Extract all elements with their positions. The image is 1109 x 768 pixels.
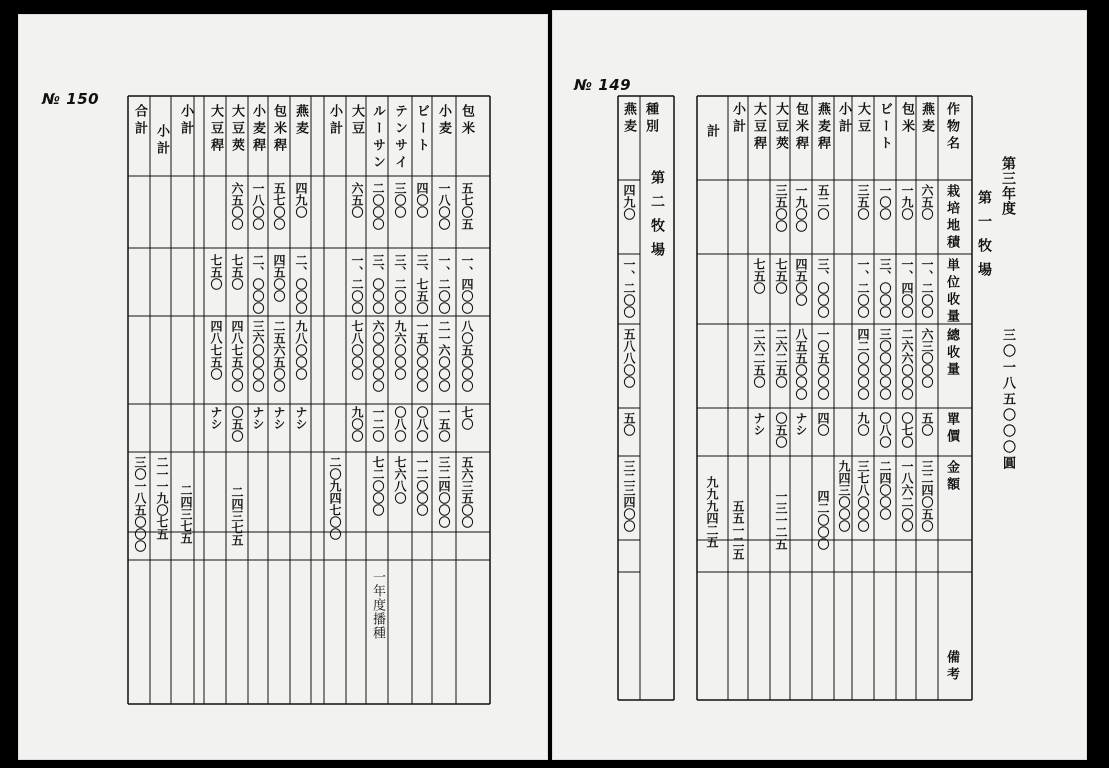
- year-title: 第三年度: [1000, 156, 1016, 216]
- note-first-year-sowing: 一年度播種: [370, 570, 385, 640]
- second-ranch-label: 第二牧場: [649, 170, 665, 266]
- page-number-149: № 149: [574, 76, 632, 94]
- grand-total: 三〇一八五〇〇〇圓: [1000, 328, 1015, 472]
- left-page: № 150 包米 五七〇五 一、四〇〇 八〇五〇〇〇 七〇 五六三五〇〇 小麦 一八〇〇 一、二〇〇 二一六〇〇〇 一五〇 三二四〇〇〇 ビート 四〇〇 三、七五〇 一五〇〇〇〇 〇八〇 一二〇〇〇 テンサイ 三〇〇 三、二〇〇 九六〇〇〇 〇八〇 七六八〇 ルーサン 二〇〇〇 三、〇〇〇 六〇〇〇〇〇 一二〇 七二〇〇〇 大豆 六五〇 一、二〇〇 七八〇〇〇 九〇〇 二〇九四七〇〇 小計 燕麦 四九〇 二、〇〇〇 九八〇〇〇 ナシ 包米稈 五七〇〇 四五〇〇 二五六五〇〇 ナシ 小麦稈 一八〇〇 二、〇〇〇 三六〇〇〇〇 ナシ 大豆莢 六五〇〇 七五〇 四八七五〇〇 〇五〇 二四三七五 大豆稈 七五〇 四八七五〇 ナシ 小計 二四三七五 小計 二一一九〇七五 合計 三〇一八五〇〇〇 一年度播種: [18, 14, 548, 760]
- right-page: № 149 第三年度 第一牧場 三〇一八五〇〇〇圓 作物名 栽培地積 単位收量 總收量 單價 金額 備考 燕麦 六五〇 一、二〇〇 六三〇〇〇 五〇 三二四〇五〇 包米 一九〇 一、四〇〇 二六六〇〇〇 〇七〇 一八六二〇〇 ビート 一〇〇 三、〇〇〇 三〇〇〇〇〇 〇八〇 二四〇〇〇 大豆 三五〇 一、二〇〇 四二〇〇〇〇 九〇 三七八〇〇〇 小計 九四三〇〇〇 燕麦稈 五二〇 三、〇〇〇 一〇五〇〇〇 四〇 四二〇〇〇 包米稈 一九〇〇 四五〇〇 八五五〇〇〇 ナシ 大豆莢 三五〇〇 七五〇 二六二五〇 〇五〇 一三一二五 大豆稈 七五〇 二六二五〇 ナシ 小計 五五一二五 計 九九九四二五 第二牧場 種別 燕麦 四九〇 一、二〇〇 五八八〇〇 五〇 三二三四〇〇: [552, 10, 1087, 760]
- page-number-150: № 150: [42, 90, 100, 108]
- ranch-title: 第一牧場: [976, 190, 992, 286]
